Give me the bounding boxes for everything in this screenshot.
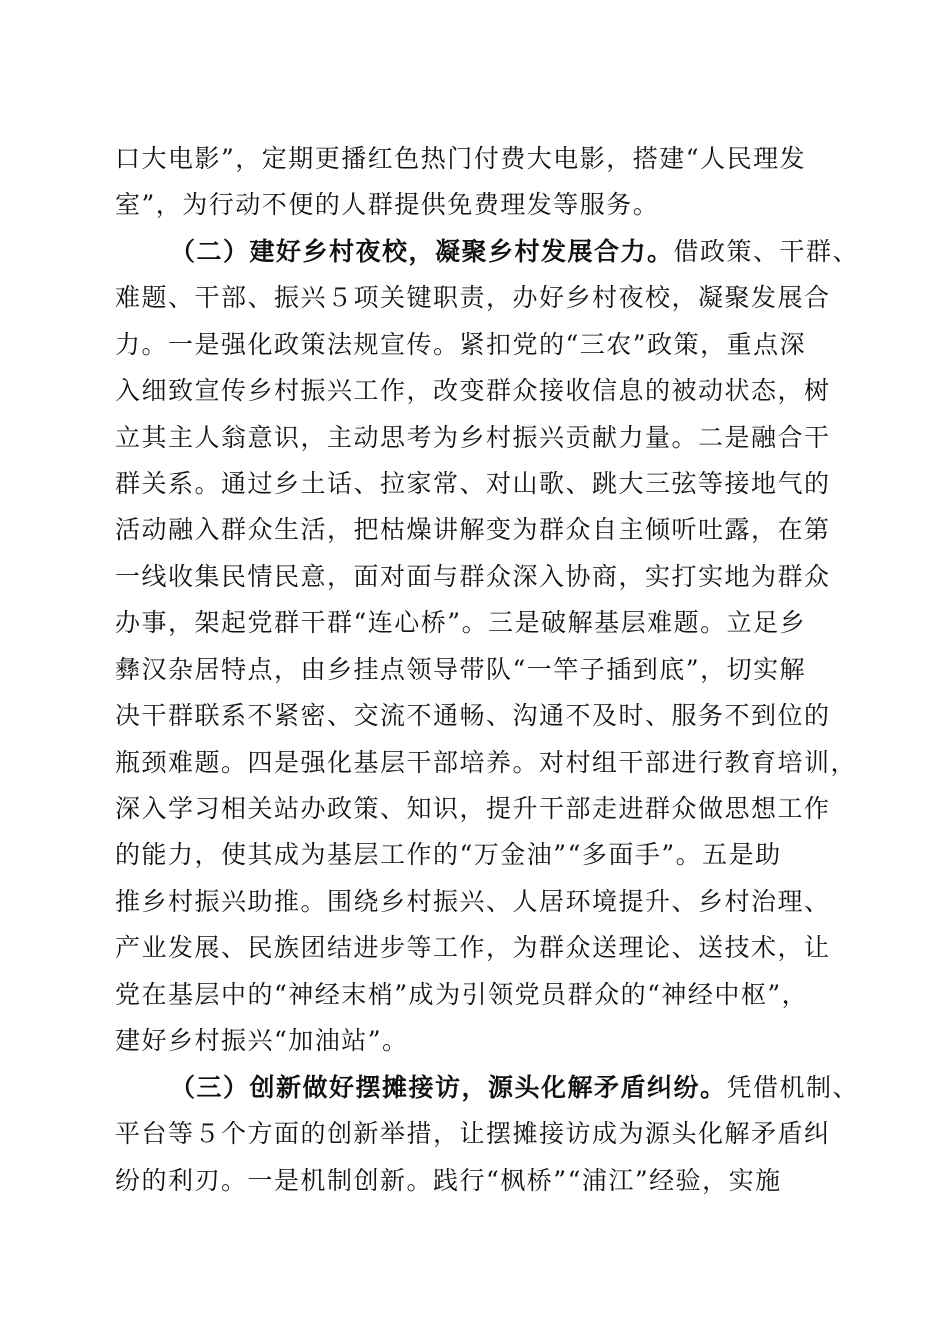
section-3-lead-text: 凭借机制、 (726, 1073, 860, 1102)
body-line-23: 平台等５个方面的创新举措，让摆摊接访成为源头化解矛盾纠 (115, 1119, 831, 1148)
body-line-12: 彝汉杂居特点，由乡挂点领导带队“一竿子插到底”，切实解 (115, 655, 807, 684)
body-line-14: 瓶颈难题。四是强化基层干部培养。对村组干部进行教育培训， (115, 748, 858, 777)
body-line-6: 入细致宣传乡村振兴工作，改变群众接收信息的被动状态，树 (115, 376, 831, 405)
body-line-8: 群关系。通过乡土话、拉家常、对山歌、跳大三弦等接地气的 (115, 469, 831, 498)
section-3-line-1 (170, 1072, 859, 1104)
body-line-19: 党在基层中的“神经末梢”成为引领党员群众的“神经中枢”， (115, 980, 809, 1009)
body-line-10: 一线收集民情民意，面对面与群众深入协商，实打实地为群众 (115, 562, 831, 591)
body-line-1: 口大电影”，定期更播红色热门付费大电影，搭建“人民理发 (115, 144, 807, 173)
body-line-11: 办事，架起党群干群“连心桥”。三是破解基层难题。立足乡 (115, 608, 807, 637)
body-line-13: 决干群联系不紧密、交流不通畅、沟通不及时、服务不到位的 (115, 701, 831, 730)
body-line-4: 难题、干部、振兴５项关键职责，办好乡村夜校，凝聚发展合 (115, 283, 831, 312)
section-3-heading: （三）创新做好摆摊接访，源头化解矛盾纠纷。 (170, 1073, 727, 1102)
body-line-9: 活动融入群众生活，把枯燥讲解变为群众自主倾听吐露，在第 (115, 515, 831, 544)
body-line-20: 建好乡村振兴“加油站”。 (115, 1026, 409, 1055)
body-line-17: 推乡村振兴助推。围绕乡村振兴、人居环境提升、乡村治理、 (115, 887, 831, 916)
body-line-24: 纷的利刃。一是机制创新。践行“枫桥”“浦江”经验，实施 (115, 1166, 782, 1195)
body-line-5: 力。一是强化政策法规宣传。紧扣党的“三农”政策，重点深 (115, 330, 807, 359)
body-line-7: 立其主人翁意识，主动思考为乡村振兴贡献力量。二是融合干 (115, 423, 831, 452)
section-2-line-1 (170, 236, 859, 268)
body-line-15: 深入学习相关站办政策、知识，提升干部走进群众做思想工作 (115, 794, 831, 823)
body-line-18: 产业发展、民族团结进步等工作，为群众送理论、送技术，让 (115, 933, 831, 962)
section-2-heading: （二）建好乡村夜校，凝聚乡村发展合力。 (170, 237, 674, 266)
section-2-lead-text: 借政策、干群、 (673, 237, 860, 266)
body-line-16: 的能力，使其成为基层工作的“万金油”“多面手”。五是助 (115, 840, 782, 869)
body-line-2: 室”，为行动不便的人群提供免费理发等服务。 (115, 190, 660, 219)
